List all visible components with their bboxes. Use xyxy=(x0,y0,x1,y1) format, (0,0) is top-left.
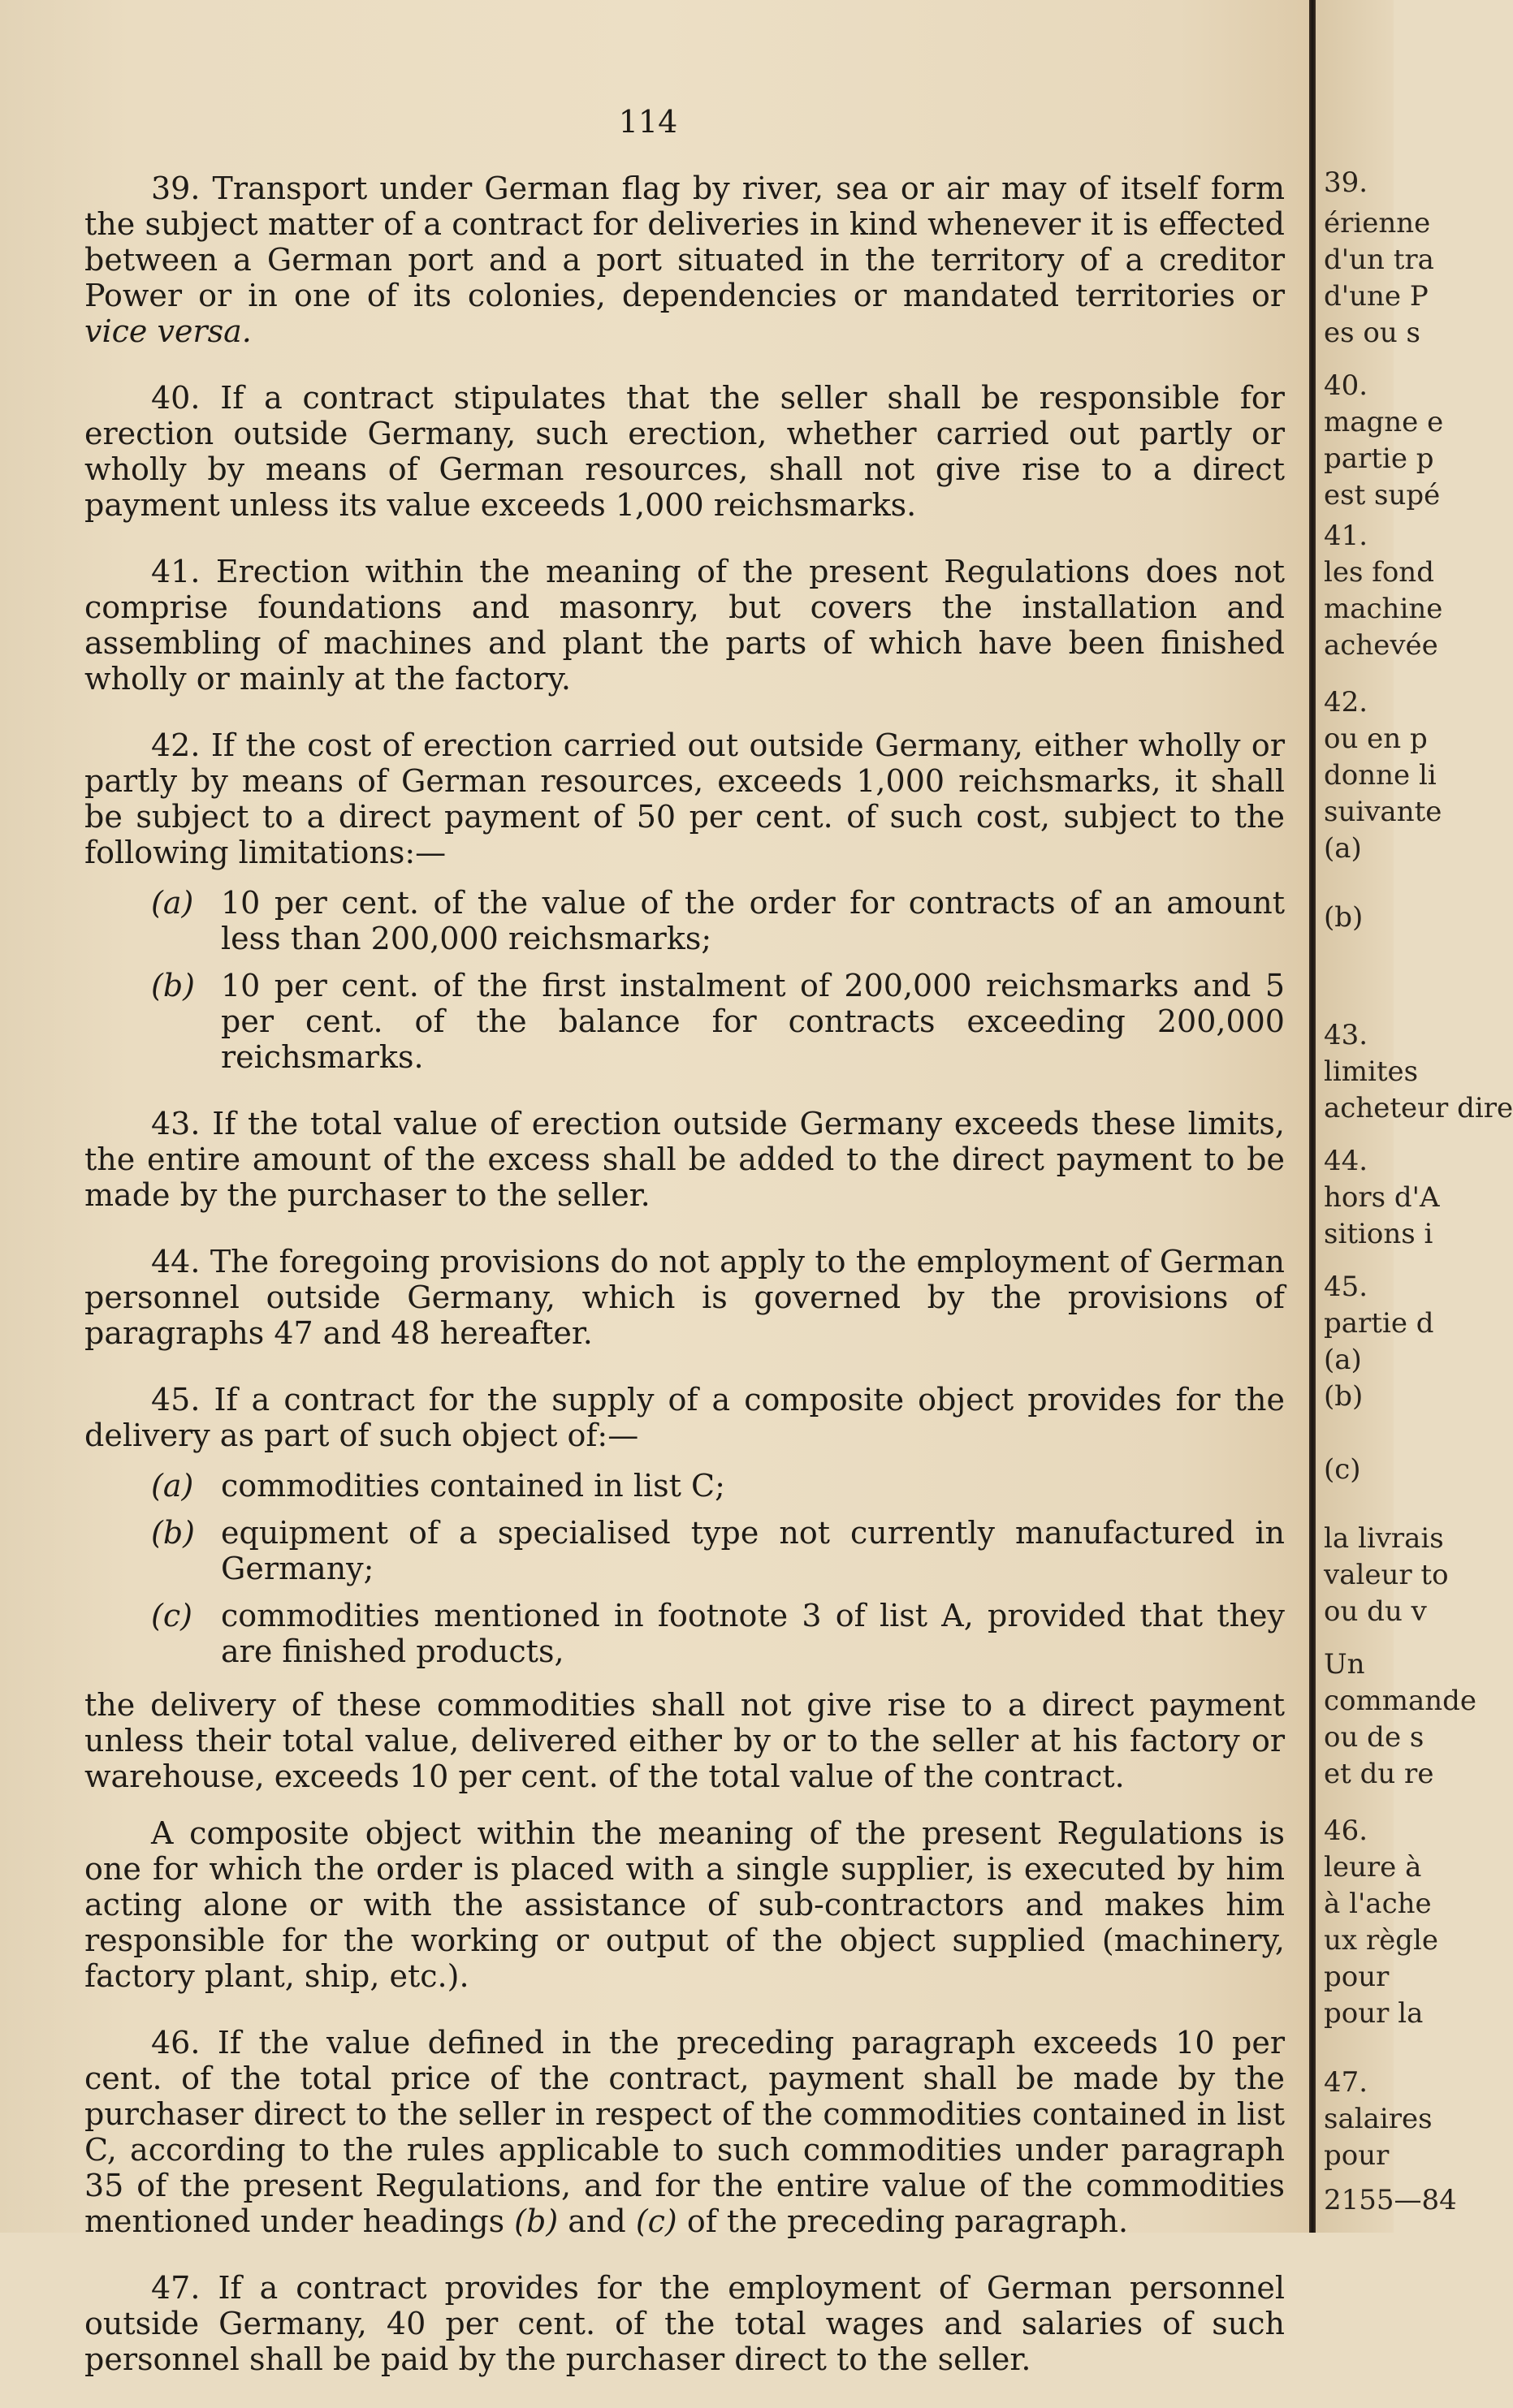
facing-page-fragment: érienne xyxy=(1324,207,1431,240)
facing-page-fragment: 47. xyxy=(1324,2066,1368,2099)
facing-page-fragment: 41. xyxy=(1324,520,1368,552)
facing-page-fragment: (b) xyxy=(1324,1380,1364,1413)
facing-page-fragment: 40. xyxy=(1324,369,1368,402)
facing-page-fragment: 44. xyxy=(1324,1145,1368,1177)
list-item-42b: (b) 10 per cent. of the first instalment of 200,000 reichsmarks and 5 per cent. of the balance for contracts exceeding 200,000 reichsmarks. xyxy=(151,968,1285,1075)
paragraph-46: 46. If the value defined in the preceding paragraph exceeds 10 per cent. of the total price of the contract, payment shall be made by the purchaser direct to the seller in respect of the commodities contained in list C, according to the rules applicable to such commodities under paragraph 35 of the present Regulations, and for the entire value of the commodities mentioned under headings (b) and (c) of the preceding paragraph. xyxy=(84,2025,1285,2239)
paragraph-47: 47. If a contract provides for the employment of German personnel outside Germany, 40 per cent. of the total wages and salaries of such personnel shall be paid by the purchaser direct to the seller. xyxy=(84,2270,1285,2377)
facing-page-fragment: valeur to xyxy=(1324,1559,1449,1591)
facing-page-fragment: donne li xyxy=(1324,759,1437,792)
paragraph-43: 43. If the total value of erection outside Germany exceeds these limits, the entire amount of the excess shall be added to the direct payment to be made by the purchaser to the seller. xyxy=(84,1106,1285,1213)
facing-page-fragment: (b) xyxy=(1324,901,1364,934)
facing-page-fragment: partie p xyxy=(1324,442,1434,475)
facing-page-fragment: 46. xyxy=(1324,1815,1368,1847)
facing-page-fragment: limites xyxy=(1324,1055,1419,1088)
list-item-45a: (a) commodities contained in list C; xyxy=(151,1468,725,1504)
paragraph-45-continuation: the delivery of these commodities shall not give rise to a direct payment unless their total value, delivered either by or to the seller at his factory or warehouse, exceeds 10 per cent. of the total value of the contract. xyxy=(84,1687,1285,1794)
facing-page-fragment: 42. xyxy=(1324,686,1368,719)
facing-page-fragment: pour la xyxy=(1324,1997,1424,2030)
facing-page-fragment: la livrais xyxy=(1324,1522,1444,1555)
list-item-45b: (b) equipment of a specialised type not currently manufactured in Germany; xyxy=(151,1515,1285,1586)
facing-page-fragment: et du re xyxy=(1324,1758,1434,1790)
facing-page-fragment: leure à xyxy=(1324,1851,1422,1884)
paragraph-39: 39. Transport under German flag by river, sea or air may of itself form the subject matter of a contract for deliveries in kind whenever it is effected between a German port and a port situated in the territory of a creditor Power or in one of its colonies, dependencies or mandated territories or vice versa. xyxy=(84,170,1285,349)
facing-page-fragment: 45. xyxy=(1324,1271,1368,1303)
facing-page-fragment: (a) xyxy=(1324,1344,1362,1376)
facing-page-fragment: ou en p xyxy=(1324,723,1428,755)
facing-page-fragment: sitions i xyxy=(1324,1218,1433,1250)
facing-page-fragment: suivante xyxy=(1324,796,1442,828)
facing-page-fragment: ou du v xyxy=(1324,1595,1427,1628)
book-gutter xyxy=(1309,0,1316,2233)
facing-page-fragment: 39. xyxy=(1324,166,1368,199)
facing-page-fragment: (a) xyxy=(1324,832,1362,865)
facing-page-fragment: est supé xyxy=(1324,479,1441,511)
facing-page-fragment: magne e xyxy=(1324,406,1444,438)
list-item-45c: (c) commodities mentioned in footnote 3 of list A, provided that they are finished products, xyxy=(151,1598,1285,1669)
facing-page-fragment: Un xyxy=(1324,1648,1365,1681)
page-number: 114 xyxy=(618,104,678,140)
document-body xyxy=(84,170,1285,2408)
facing-page-fragment: 2155—84 xyxy=(1324,2184,1457,2216)
facing-page-fragment: ou de s xyxy=(1324,1721,1424,1754)
paragraph-40: 40. If a contract stipulates that the seller shall be responsible for erection outside Germany, such erection, whether carried out partly or wholly by means of German resources, shall not give rise to a direct payment unless its value exceeds 1,000 reichsmarks. xyxy=(84,380,1285,523)
facing-page-fragment: (c) xyxy=(1324,1453,1361,1486)
facing-page-fragment: les fond xyxy=(1324,556,1434,589)
paragraph-45: 45. If a contract for the supply of a composite object provides for the delivery as part of such object of:— xyxy=(84,1382,1285,1453)
facing-page-fragment: 43. xyxy=(1324,1019,1368,1051)
facing-page-fragment: d'une P xyxy=(1324,280,1429,313)
facing-page-fragment: achevée xyxy=(1324,629,1438,662)
facing-page-fragment: ux règle xyxy=(1324,1924,1439,1957)
facing-page-fragment: à l'ache xyxy=(1324,1888,1432,1920)
paragraph-44: 44. The foregoing provisions do not apply to the employment of German personnel outside Germany, which is governed by the provisions of paragraphs 47 and 48 hereafter. xyxy=(84,1244,1285,1351)
facing-page-fragment: d'un tra xyxy=(1324,244,1434,276)
paragraph-composite-definition: A composite object within the meaning of the present Regulations is one for which the order is placed with a single supplier, is executed by him acting alone or with the assistance of sub-contractors and makes him responsible for the working or output of the object supplied (machinery, factory plant, ship, etc.). xyxy=(84,1815,1285,1994)
facing-page-fragment: commande xyxy=(1324,1685,1477,1717)
list-item-42a: (a) 10 per cent. of the value of the order for contracts of an amount less than 200,000 reichsmarks; xyxy=(151,885,1285,956)
facing-page-fragment: salaires xyxy=(1324,2103,1433,2135)
facing-page-fragment: hors d'A xyxy=(1324,1181,1440,1214)
paragraph-42: 42. If the cost of erection carried out outside Germany, either wholly or partly by means of German resources, exceeds 1,000 reichsmarks, it shall be subject to a direct payment of 50 per cent. of such cost, subject to the following limitations:— xyxy=(84,727,1285,870)
facing-page-fragment: pour xyxy=(1324,1961,1390,1993)
facing-page-edge xyxy=(1316,0,1513,2233)
facing-page-fragment: partie d xyxy=(1324,1307,1434,1340)
paragraph-41: 41. Erection within the meaning of the present Regulations does not comprise foundations and masonry, but covers the installation and assembling of machines and plant the parts of which have been finished wholly or mainly at the factory. xyxy=(84,554,1285,697)
facing-page-fragment: acheteur dire xyxy=(1324,1092,1513,1124)
facing-page-fragment: pour xyxy=(1324,2139,1390,2172)
facing-page-fragment: es ou s xyxy=(1324,317,1420,349)
facing-page-fragment: machine xyxy=(1324,593,1443,625)
